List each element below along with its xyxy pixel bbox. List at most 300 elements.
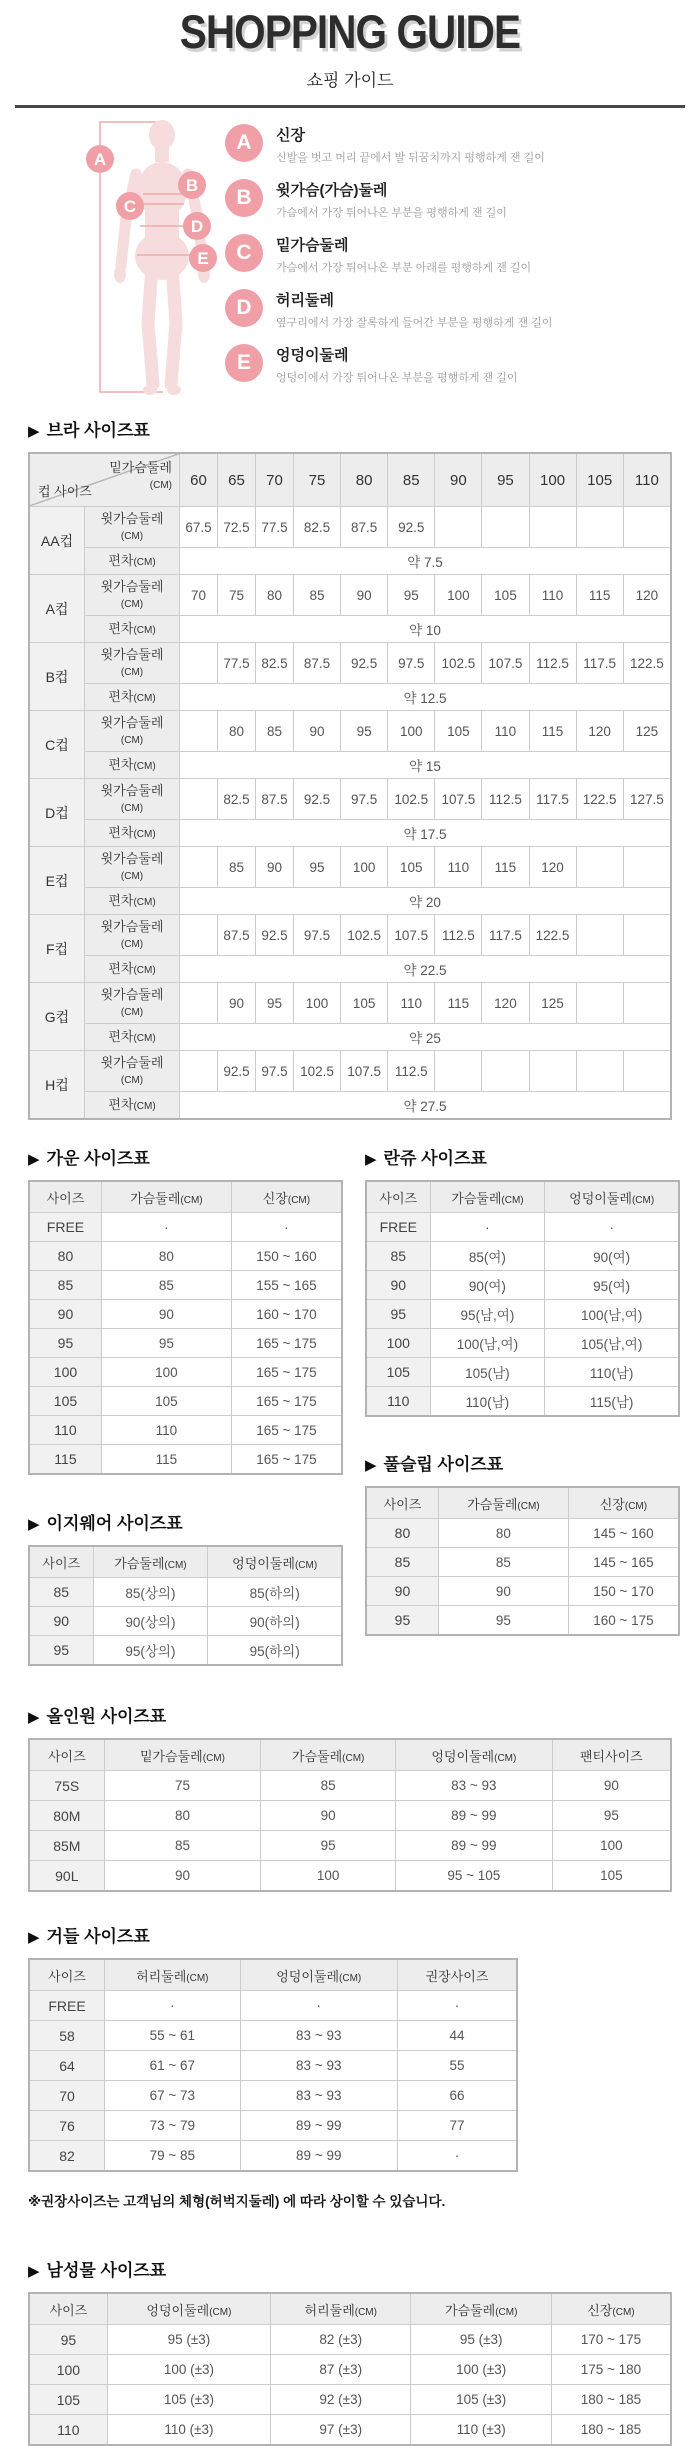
value-cell: 95 (±3) — [411, 2325, 551, 2355]
value-cell: 73 ~ 79 — [105, 2111, 240, 2141]
bust-row-label: 윗가슴둘레 (CM) — [85, 1051, 180, 1092]
cup-deviation-row — [29, 548, 671, 575]
svg-text:E: E — [197, 249, 209, 268]
measurement-item-hip — [225, 344, 692, 385]
cup-name-cell: B컵 — [29, 643, 85, 711]
bust-value-cell — [180, 643, 218, 684]
value-cell: 105(남,여) — [545, 1329, 679, 1358]
cup-name-cell: F컵 — [29, 915, 85, 983]
measurement-title: 허리둘레 — [276, 292, 334, 309]
measurement-item-under-bust — [225, 234, 692, 275]
size-cell: 110 — [29, 1416, 101, 1445]
bust-value-cell — [576, 915, 623, 956]
value-cell: 90(상의) — [93, 1607, 208, 1636]
bust-value-cell: 102.5 — [293, 1051, 340, 1092]
bust-value-cell: 105 — [482, 575, 529, 616]
cup-name-cell: A컵 — [29, 575, 85, 643]
unit-label: (CM) — [133, 828, 156, 840]
size-cell: 105 — [366, 1358, 430, 1387]
column-header: 가슴둘레(CM) — [101, 1181, 231, 1213]
value-cell: 61 ~ 67 — [105, 2051, 240, 2081]
table-row — [366, 1242, 679, 1271]
legs — [148, 266, 176, 384]
table-header-row — [29, 1739, 671, 1771]
bust-row-label: 윗가슴둘레 (CM) — [85, 779, 180, 820]
unit-label: (CM) — [294, 1559, 318, 1571]
bust-value-cell: 107.5 — [435, 779, 482, 820]
value-cell: 95(하의) — [208, 1636, 342, 1666]
fullslip-size-table — [365, 1486, 680, 1636]
table-row — [29, 1329, 342, 1358]
value-cell: 90(여) — [430, 1271, 545, 1300]
measurement-desc: 가슴에서 가장 튀어나온 부분 아래를 평행하게 잰 길이 — [276, 262, 532, 274]
size-cell: FREE — [29, 1991, 105, 2021]
fullslip-table-slot — [365, 1486, 680, 1636]
size-cell: 76 — [29, 2111, 105, 2141]
size-cell: 105 — [29, 1387, 101, 1416]
value-cell: 90 — [101, 1300, 231, 1329]
measurement-legend — [225, 124, 692, 399]
unit-label: (CM) — [133, 624, 156, 636]
section-title-text: 이지웨어 사이즈표 — [46, 1514, 183, 1533]
value-cell: 165 ~ 175 — [231, 1329, 342, 1358]
column-header: 허리둘레(CM) — [105, 1959, 240, 1991]
section-marker-icon: ▶ — [28, 1516, 40, 1533]
bust-value-cell — [180, 779, 218, 820]
size-cell: 64 — [29, 2051, 105, 2081]
band-size-header: 100 — [529, 453, 576, 507]
bust-value-cell: 102.5 — [435, 643, 482, 684]
table-row — [29, 1271, 342, 1300]
bust-value-cell: 125 — [623, 711, 671, 752]
figure-marker-d — [183, 212, 211, 240]
size-cell: 85 — [29, 1578, 93, 1607]
measurement-desc: 옆구리에서 가장 잘록하게 들어간 부분을 평행하게 잰 길이 — [276, 317, 553, 329]
bust-value-cell: 87.5 — [217, 915, 255, 956]
value-cell: 110 (±3) — [107, 2415, 270, 2446]
value-cell: · — [398, 1991, 518, 2021]
value-cell: 100(남,여) — [545, 1300, 679, 1329]
value-cell: 100 (±3) — [411, 2355, 551, 2385]
unit-label: (CM) — [631, 1194, 655, 1206]
cup-bust-row — [29, 711, 671, 752]
value-cell: 80 — [104, 1801, 261, 1831]
size-cell: 85 — [366, 1548, 438, 1577]
deviation-row-label: 편차(CM) — [85, 820, 180, 847]
size-cell: 75S — [29, 1771, 104, 1801]
bust-value-cell — [623, 1051, 671, 1092]
value-cell: 89 ~ 99 — [396, 1831, 553, 1861]
value-cell: · — [430, 1213, 545, 1242]
corner-header-cell — [29, 453, 180, 507]
bust-value-cell: 117.5 — [529, 779, 576, 820]
deviation-row-label: 편차(CM) — [85, 616, 180, 643]
unit-label: (CM) — [624, 1500, 648, 1512]
table-row — [29, 2415, 671, 2446]
size-cell: 90L — [29, 1861, 104, 1892]
value-cell: 85(하의) — [208, 1578, 342, 1607]
value-cell: 105 (±3) — [411, 2385, 551, 2415]
column-header: 가슴둘레(CM) — [438, 1487, 568, 1519]
bust-value-cell — [529, 1051, 576, 1092]
band-size-header: 70 — [255, 453, 293, 507]
value-cell: 95 — [101, 1329, 231, 1358]
value-cell: 100 (±3) — [107, 2355, 270, 2385]
table-row — [29, 1636, 342, 1666]
size-cell: 105 — [29, 2385, 107, 2415]
bust-row-label: 윗가슴둘레 (CM) — [85, 915, 180, 956]
table-row — [366, 1387, 679, 1417]
value-cell: 105 — [552, 1861, 671, 1892]
table-header-row — [29, 2293, 671, 2325]
deviation-value-cell: 약 22.5 — [180, 956, 672, 983]
bust-value-cell: 122.5 — [623, 643, 671, 684]
value-cell: 95 (±3) — [107, 2325, 270, 2355]
column-header: 가슴둘레(CM) — [93, 1546, 208, 1578]
section-title-fullslip — [365, 1450, 680, 1475]
unit-label: (CM) — [339, 1972, 362, 1984]
bust-value-cell: 92.5 — [255, 915, 293, 956]
lingerie-size-section — [365, 1144, 680, 1417]
bust-value-cell: 97.5 — [341, 779, 388, 820]
cup-name-cell: C컵 — [29, 711, 85, 779]
value-cell: 75 — [104, 1771, 261, 1801]
deviation-row-label: 편차(CM) — [85, 752, 180, 779]
value-cell: 105 — [101, 1387, 231, 1416]
bust-value-cell: 100 — [435, 575, 482, 616]
bust-value-cell — [180, 915, 218, 956]
value-cell: 89 ~ 99 — [240, 2111, 397, 2141]
deviation-value-cell: 약 12.5 — [180, 684, 672, 711]
value-cell: 85 — [101, 1271, 231, 1300]
bust-value-cell — [529, 507, 576, 548]
table-row — [29, 2141, 517, 2172]
section-title-easywear — [28, 1509, 343, 1534]
column-header: 가슴둘레(CM) — [261, 1739, 396, 1771]
bust-value-cell: 117.5 — [576, 643, 623, 684]
bust-value-cell — [482, 507, 529, 548]
value-cell: 85(상의) — [93, 1578, 208, 1607]
column-header: 가슴둘레(CM) — [411, 2293, 551, 2325]
table-row — [366, 1606, 679, 1636]
bust-value-cell — [180, 983, 218, 1024]
value-cell: 95 ~ 105 — [396, 1861, 553, 1892]
bust-value-cell: 120 — [576, 711, 623, 752]
value-cell: 89 ~ 99 — [396, 1801, 553, 1831]
deviation-row-label: 편차(CM) — [85, 1092, 180, 1120]
girdle-size-note: ※권장사이즈는 고객님의 체형(허벅지둘레) 에 따라 상이할 수 있습니다. — [28, 2194, 446, 2209]
unit-label: (CM) — [209, 2306, 232, 2318]
bust-value-cell: 117.5 — [482, 915, 529, 956]
size-cell: 95 — [366, 1300, 430, 1329]
cup-bust-row — [29, 983, 671, 1024]
bust-value-cell: 115 — [529, 711, 576, 752]
value-cell: 110 — [101, 1416, 231, 1445]
unit-label: (CM) — [495, 2306, 518, 2318]
value-cell: 105(남) — [430, 1358, 545, 1387]
unit-label: (CM) — [120, 734, 144, 746]
value-cell: 82 (±3) — [271, 2325, 411, 2355]
table-row — [29, 1213, 342, 1242]
bust-value-cell: 90 — [255, 847, 293, 888]
bust-value-cell: 67.5 — [180, 507, 218, 548]
bust-value-cell: 107.5 — [482, 643, 529, 684]
band-size-header: 80 — [341, 453, 388, 507]
value-cell: · — [398, 2141, 518, 2172]
column-header: 신장(CM) — [551, 2293, 671, 2325]
value-cell: 110 (±3) — [411, 2415, 551, 2446]
bust-value-cell: 85 — [217, 847, 255, 888]
bust-value-cell — [576, 507, 623, 548]
figure-marker-a — [86, 145, 114, 173]
corner-bottom-label: 컵 사이즈 — [38, 484, 92, 499]
deviation-value-cell: 약 10 — [180, 616, 672, 643]
figure-marker-c — [116, 192, 144, 220]
svg-text:A: A — [93, 150, 107, 169]
allinone-table-slot — [28, 1738, 672, 1892]
column-header: 엉덩이둘레(CM) — [545, 1181, 679, 1213]
mens-size-table — [28, 2292, 672, 2446]
value-cell: 80 — [101, 1242, 231, 1271]
table-row — [29, 1300, 342, 1329]
table-row — [29, 2051, 517, 2081]
value-cell: 90(하의) — [208, 1607, 342, 1636]
bust-value-cell: 95 — [341, 711, 388, 752]
table-row — [29, 2111, 517, 2141]
section-title-text: 거들 사이즈표 — [46, 1927, 150, 1946]
value-cell: 115(남) — [545, 1387, 679, 1417]
bust-value-cell: 95 — [293, 847, 340, 888]
bust-value-cell: 92.5 — [341, 643, 388, 684]
column-header: 밑가슴둘레(CM) — [104, 1739, 261, 1771]
table-row — [366, 1577, 679, 1606]
deviation-value-cell: 약 7.5 — [180, 548, 672, 575]
lingerie-table-slot — [365, 1180, 680, 1417]
value-cell: 90 — [261, 1801, 396, 1831]
unit-label: (CM) — [494, 1752, 517, 1764]
unit-label: (CM) — [133, 556, 156, 568]
value-cell: 85 — [104, 1831, 261, 1861]
value-cell: 83 ~ 93 — [396, 1771, 553, 1801]
easywear-size-section — [28, 1509, 343, 1666]
measurement-text — [276, 179, 507, 220]
measurement-title: 엉덩이둘레 — [276, 347, 349, 364]
measurement-desc: 엉덩이에서 가장 튀어나온 부분을 평행하게 잰 길이 — [276, 372, 518, 384]
size-cell: 90 — [29, 1607, 93, 1636]
unit-label: (CM) — [354, 2306, 377, 2318]
section-title-mens — [28, 2256, 672, 2281]
band-size-header: 105 — [576, 453, 623, 507]
value-cell: 77 — [398, 2111, 518, 2141]
table-row — [29, 2081, 517, 2111]
deviation-value-cell: 약 15 — [180, 752, 672, 779]
table-row — [29, 1242, 342, 1271]
value-cell: 150 ~ 170 — [568, 1577, 679, 1606]
easywear-table-slot — [28, 1545, 343, 1666]
table-row — [29, 1771, 671, 1801]
table-row — [29, 2355, 671, 2385]
bust-value-cell — [482, 1051, 529, 1092]
size-tables-content — [0, 416, 700, 2446]
deviation-value-cell: 약 17.5 — [180, 820, 672, 847]
table-header-row — [29, 1181, 342, 1213]
bust-value-cell: 95 — [255, 983, 293, 1024]
band-size-header: 65 — [217, 453, 255, 507]
bust-value-cell: 80 — [217, 711, 255, 752]
bust-value-cell — [435, 1051, 482, 1092]
bust-row-label: 윗가슴둘레 (CM) — [85, 575, 180, 616]
value-cell: 66 — [398, 2081, 518, 2111]
unit-label: (CM) — [120, 870, 144, 882]
right-column — [365, 1144, 680, 1666]
section-title-girdle — [28, 1922, 672, 1947]
value-cell: 95(남,여) — [430, 1300, 545, 1329]
deviation-value-cell: 약 25 — [180, 1024, 672, 1051]
size-cell: 100 — [29, 2355, 107, 2385]
value-cell: 100 — [101, 1358, 231, 1387]
value-cell: 150 ~ 160 — [231, 1242, 342, 1271]
value-cell: 89 ~ 99 — [240, 2141, 397, 2172]
bust-value-cell — [623, 507, 671, 548]
body-measurement-figure — [55, 116, 235, 400]
bust-row-label: 윗가슴둘레 (CM) — [85, 847, 180, 888]
bust-value-cell: 120 — [529, 847, 576, 888]
lingerie-size-table — [365, 1180, 680, 1417]
section-marker-icon: ▶ — [28, 2263, 40, 2280]
band-size-header: 75 — [293, 453, 340, 507]
section-title-text: 올인원 사이즈표 — [46, 1707, 167, 1726]
two-column-area — [28, 1144, 672, 1666]
cup-name-cell: AA컵 — [29, 507, 85, 575]
measurement-item-upper-bust — [225, 179, 692, 220]
value-cell: · — [545, 1213, 679, 1242]
svg-text:B: B — [185, 176, 199, 195]
cup-deviation-row — [29, 820, 671, 847]
unit-label: (CM) — [120, 1006, 144, 1018]
cup-bust-row — [29, 779, 671, 820]
unit-label: (CM) — [133, 760, 156, 772]
value-cell: 90 — [438, 1577, 568, 1606]
bra-size-section — [28, 416, 672, 1120]
column-header: 사이즈 — [366, 1487, 438, 1519]
band-size-header: 110 — [623, 453, 671, 507]
column-header: 권장사이즈 — [398, 1959, 518, 1991]
table-row — [29, 1991, 517, 2021]
value-cell: 79 ~ 85 — [105, 2141, 240, 2172]
bust-value-cell: 107.5 — [341, 1051, 388, 1092]
bust-value-cell: 100 — [388, 711, 435, 752]
bust-value-cell — [180, 711, 218, 752]
bust-value-cell: 77.5 — [255, 507, 293, 548]
cup-name-cell: D컵 — [29, 779, 85, 847]
section-title-text: 브라 사이즈표 — [46, 421, 150, 440]
cup-bust-row — [29, 1051, 671, 1092]
column-header: 엉덩이둘레(CM) — [107, 2293, 270, 2325]
gown-table-slot — [28, 1180, 343, 1475]
value-cell: 90(여) — [545, 1242, 679, 1271]
table-row — [29, 2385, 671, 2415]
measurement-title: 밑가슴둘레 — [276, 237, 349, 254]
bust-value-cell: 85 — [293, 575, 340, 616]
table-row — [29, 1578, 342, 1607]
unit-label: (CM) — [133, 1032, 156, 1044]
column-header: 신장(CM) — [568, 1487, 679, 1519]
svg-text:D: D — [190, 217, 204, 236]
page-header — [0, 0, 700, 108]
size-cell: 85 — [366, 1242, 430, 1271]
size-cell: 58 — [29, 2021, 105, 2051]
size-cell: 115 — [29, 1445, 101, 1475]
bust-value-cell: 120 — [482, 983, 529, 1024]
value-cell: 180 ~ 185 — [551, 2385, 671, 2415]
table-row — [29, 1445, 342, 1475]
bust-value-cell — [576, 983, 623, 1024]
mens-size-section — [28, 2256, 672, 2446]
bust-value-cell: 82.5 — [255, 643, 293, 684]
table-row — [29, 2325, 671, 2355]
value-cell: 83 ~ 93 — [240, 2081, 397, 2111]
bust-value-cell: 127.5 — [623, 779, 671, 820]
size-cell: 70 — [29, 2081, 105, 2111]
size-cell: 110 — [366, 1387, 430, 1417]
corner-top-label: 밑가슴둘레 (CM) — [109, 460, 172, 492]
gown-size-table — [28, 1180, 343, 1475]
bust-row-label: 윗가슴둘레 (CM) — [85, 507, 180, 548]
value-cell: 100 — [552, 1831, 671, 1861]
bust-value-cell: 97.5 — [293, 915, 340, 956]
measurement-text — [276, 234, 531, 275]
value-cell: 97 (±3) — [271, 2415, 411, 2446]
unit-label: (CM) — [133, 896, 156, 908]
bust-row-label: 윗가슴둘레 (CM) — [85, 711, 180, 752]
size-cell: 95 — [29, 1636, 93, 1666]
bust-value-cell — [435, 507, 482, 548]
value-cell: 67 ~ 73 — [105, 2081, 240, 2111]
table-row — [29, 1801, 671, 1831]
size-cell: 82 — [29, 2141, 105, 2172]
bust-value-cell: 82.5 — [293, 507, 340, 548]
size-cell: 90 — [366, 1577, 438, 1606]
measurement-text — [276, 344, 517, 385]
bust-value-cell: 112.5 — [529, 643, 576, 684]
value-cell: 165 ~ 175 — [231, 1416, 342, 1445]
column-header: 사이즈 — [366, 1181, 430, 1213]
value-cell: · — [105, 1991, 240, 2021]
svg-text:C: C — [123, 197, 137, 216]
deviation-row-label: 편차(CM) — [85, 684, 180, 711]
cup-name-cell: G컵 — [29, 983, 85, 1051]
bust-value-cell: 112.5 — [388, 1051, 435, 1092]
bust-value-cell: 102.5 — [341, 915, 388, 956]
size-cell: 110 — [29, 2415, 107, 2446]
deviation-value-cell: 약 20 — [180, 888, 672, 915]
section-title-gown — [28, 1144, 343, 1169]
bust-value-cell: 100 — [341, 847, 388, 888]
girdle-size-table — [28, 1958, 518, 2172]
measurement-title: 신장 — [276, 127, 305, 144]
bust-value-cell: 112.5 — [482, 779, 529, 820]
section-title-text: 가운 사이즈표 — [46, 1149, 150, 1168]
bust-value-cell — [623, 983, 671, 1024]
size-cell: 80 — [366, 1519, 438, 1548]
bust-value-cell: 110 — [482, 711, 529, 752]
left-column — [28, 1144, 343, 1666]
bust-value-cell: 72.5 — [217, 507, 255, 548]
unit-label: (CM) — [612, 2306, 635, 2318]
letter-badge-a: A — [225, 124, 263, 162]
value-cell: 165 ~ 175 — [231, 1445, 342, 1475]
size-cell: 85 — [29, 1271, 101, 1300]
